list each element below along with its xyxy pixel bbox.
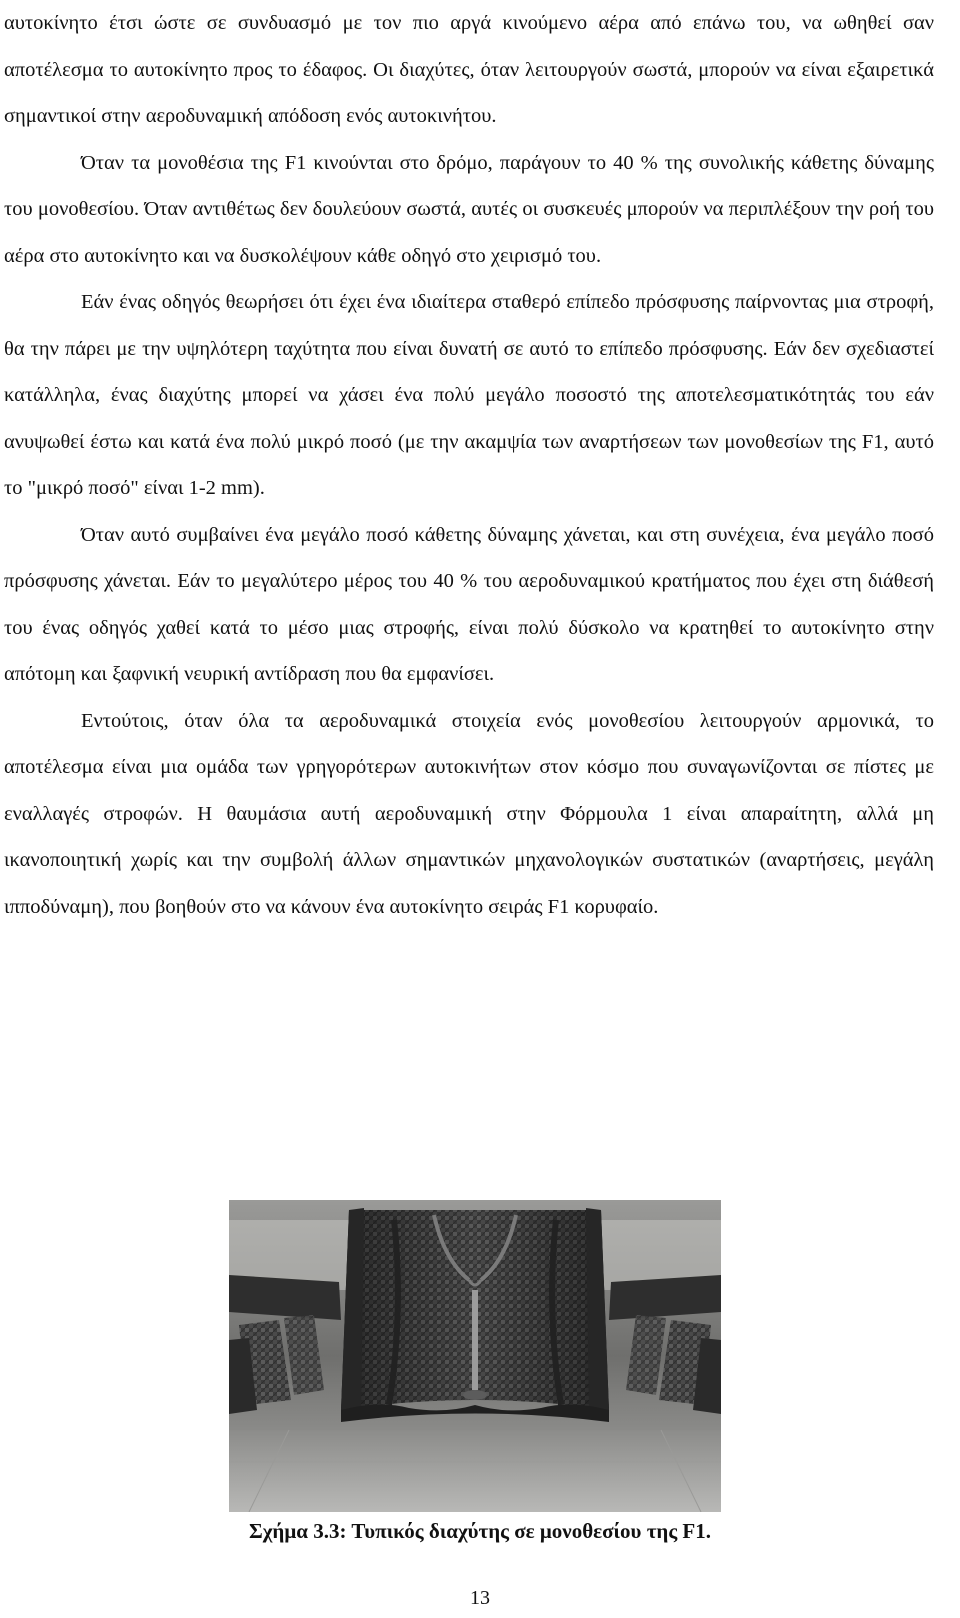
paragraph-2: Όταν τα μονοθέσια της F1 κινούνται στο δρόμο, παράγουν το 40 % της συνολικής κάθετης δύναμης του μονοθεσίου. Όταν αντιθέτως δεν δουλεύουν σωστά, αυτές οι συσκευές μπορούν να περιπλέξουν την ροή του αέρα στο αυτοκίνητο και να δυσκολέψουν κάθε οδηγό στο χειρισμό του. [4,151,934,267]
diffuser-photo-illustration [229,1200,721,1512]
paragraph-3: Εάν ένας οδηγός θεωρήσει ότι έχει ένα ιδιαίτερα σταθερό επίπεδο πρόσφυσης παίρνοντας μια στροφή, θα την πάρει με την υψηλότερη ταχύτητα που είναι δυνατή σε αυτό το επίπεδο πρόσφυσης. Εάν δεν σχεδιαστεί κατάλληλα, ένας διαχύτης μπορεί να χάσει ένα πολύ μεγάλο ποσοστό της αποτελεσματικότητάς του εάν ανυψωθεί έστω και κατά ένα πολύ μικρό ποσό (με την ακαμψία των αναρτήσεων των μονοθεσίων της F1, αυτό το "μικρό ποσό" είναι 1-2 mm). [4,291,934,499]
diffuser-photo [229,1200,721,1512]
paragraph-4: Όταν αυτό συμβαίνει ένα μεγάλο ποσό κάθετης δύναμης χάνεται, και στη συνέχεια, ένα μεγάλο ποσό πρόσφυσης χάνεται. Εάν το μεγαλύτερο μέρος του 40 % του αεροδυναμικού κρατήματος που έχει στη διάθεσή του ένας οδηγός χαθεί κατά το μέσο μιας στροφής, είναι πολύ δύσκολο να κρατηθεί το αυτοκίνητο στην απότομη και ξαφνική νευρική αντίδραση που θα εμφανίσει. [4,523,934,685]
figure-caption: Σχήμα 3.3: Τυπικός διαχύτης σε μονοθεσίου της F1. [249,1519,711,1543]
paragraph-1: αυτοκίνητο έτσι ώστε σε συνδυασμό με τον πιο αργά κινούμενο αέρα από επάνω του, να ωθηθεί σαν αποτέλεσμα το αυτοκίνητο προς το έδαφος. Οι διαχύτες, όταν λειτουργούν σωστά, μπορούν να είναι εξαιρετικά σημαντικοί στην αεροδυναμική απόδοση ενός αυτοκινήτου. [4,12,934,127]
page-number: 13 [470,1587,490,1609]
body-text [4,0,934,930]
paragraph-5: Εντούτοις, όταν όλα τα αεροδυναμικά στοιχεία ενός μονοθεσίου λειτουργούν αρμονικά, το αποτέλεσμα είναι μια ομάδα των γρηγορότερων αυτοκινήτων στον κόσμο που συναγωνίζονται σε πίστες με εναλλαγές στροφών. Η θαυμάσια αυτή αεροδυναμική στην Φόρμουλα 1 είναι απαραίτητη, αλλά μη ικανοποιητική χωρίς και την συμβολή άλλων σημαντικών μηχανολογικών συστατικών (αναρτήσεις, μεγάλη ιπποδύναμη), που βοηθούν στο να κάνουν ένα αυτοκίνητο σειράς F1 κορυφαίο. [4,709,934,918]
